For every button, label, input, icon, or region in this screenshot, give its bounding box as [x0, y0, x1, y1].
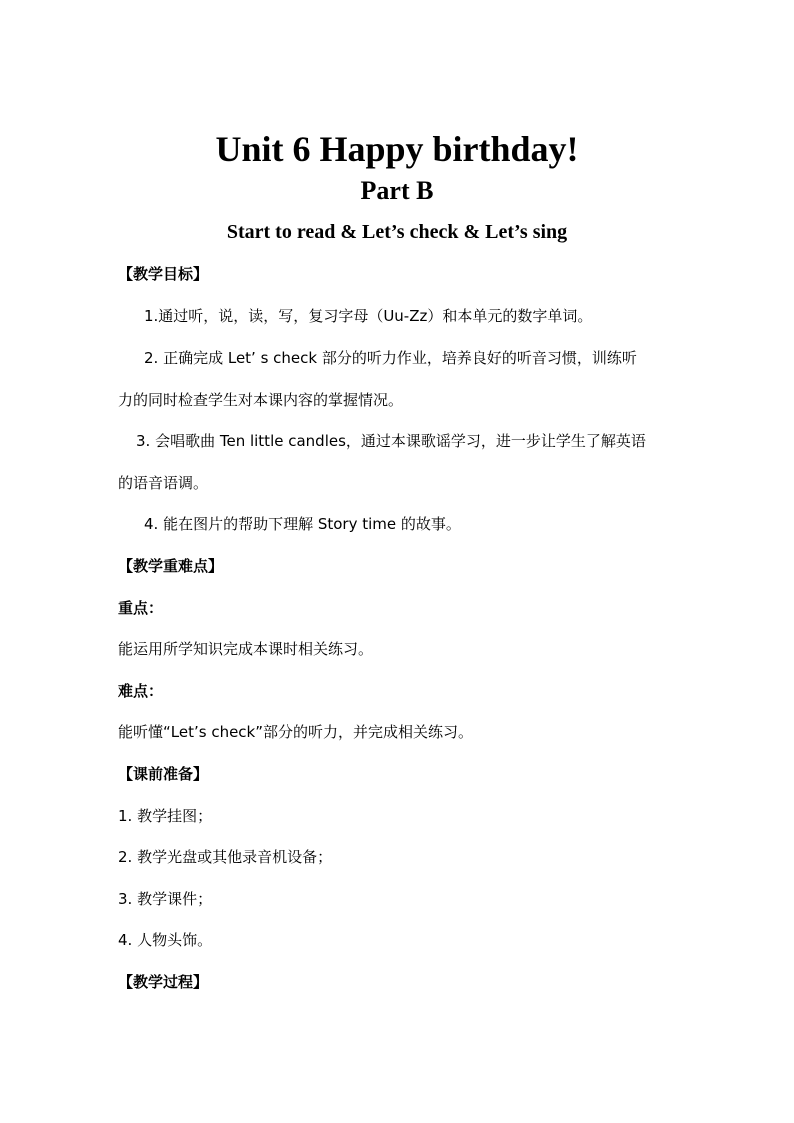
document-title: Unit 6 Happy birthday! [215, 129, 579, 169]
preparation-item: 3. 教学课件； [118, 890, 213, 908]
objective-2-line-2: 力的同时检查学生对本课内容的掌握情况。 [118, 391, 404, 409]
objective-4: 4. 能在图片的帮助下理解 Story time 的故事。 [144, 515, 461, 533]
preparation-heading: 【课前准备】 [118, 765, 209, 783]
focus-label: 重点： [118, 599, 164, 617]
difficulty-label: 难点： [118, 682, 164, 700]
objective-2-line-1: 2. 正确完成 Let’ s check 部分的听力作业，培养良好的听音习惯，训练听 [144, 349, 637, 367]
difficulty-text: 能听懂“Let’s check”部分的听力，并完成相关练习。 [118, 723, 474, 741]
preparation-item: 2. 教学光盘或其他录音机设备； [118, 848, 333, 866]
preparation-item: 1. 教学挂图； [118, 807, 213, 825]
objective-3-line-2: 的语音语调。 [118, 474, 209, 492]
document-part: Part B [360, 176, 434, 205]
key-points-heading: 【教学重难点】 [118, 557, 224, 575]
process-heading: 【教学过程】 [118, 973, 209, 991]
objective-1: 1.通过听，说，读，写，复习字母（Uu-Zz）和本单元的数字单词。 [144, 307, 593, 325]
preparation-item: 4. 人物头饰。 [118, 931, 213, 949]
document-subtitle: Start to read & Let’s check & Let’s sing [226, 221, 568, 243]
objectives-heading: 【教学目标】 [118, 265, 209, 283]
focus-text: 能运用所学知识完成本课时相关练习。 [118, 640, 374, 658]
objective-3-line-1: 3. 会唱歌曲 Ten little candles，通过本课歌谣学习，进一步让学生了解英语 [136, 432, 646, 450]
